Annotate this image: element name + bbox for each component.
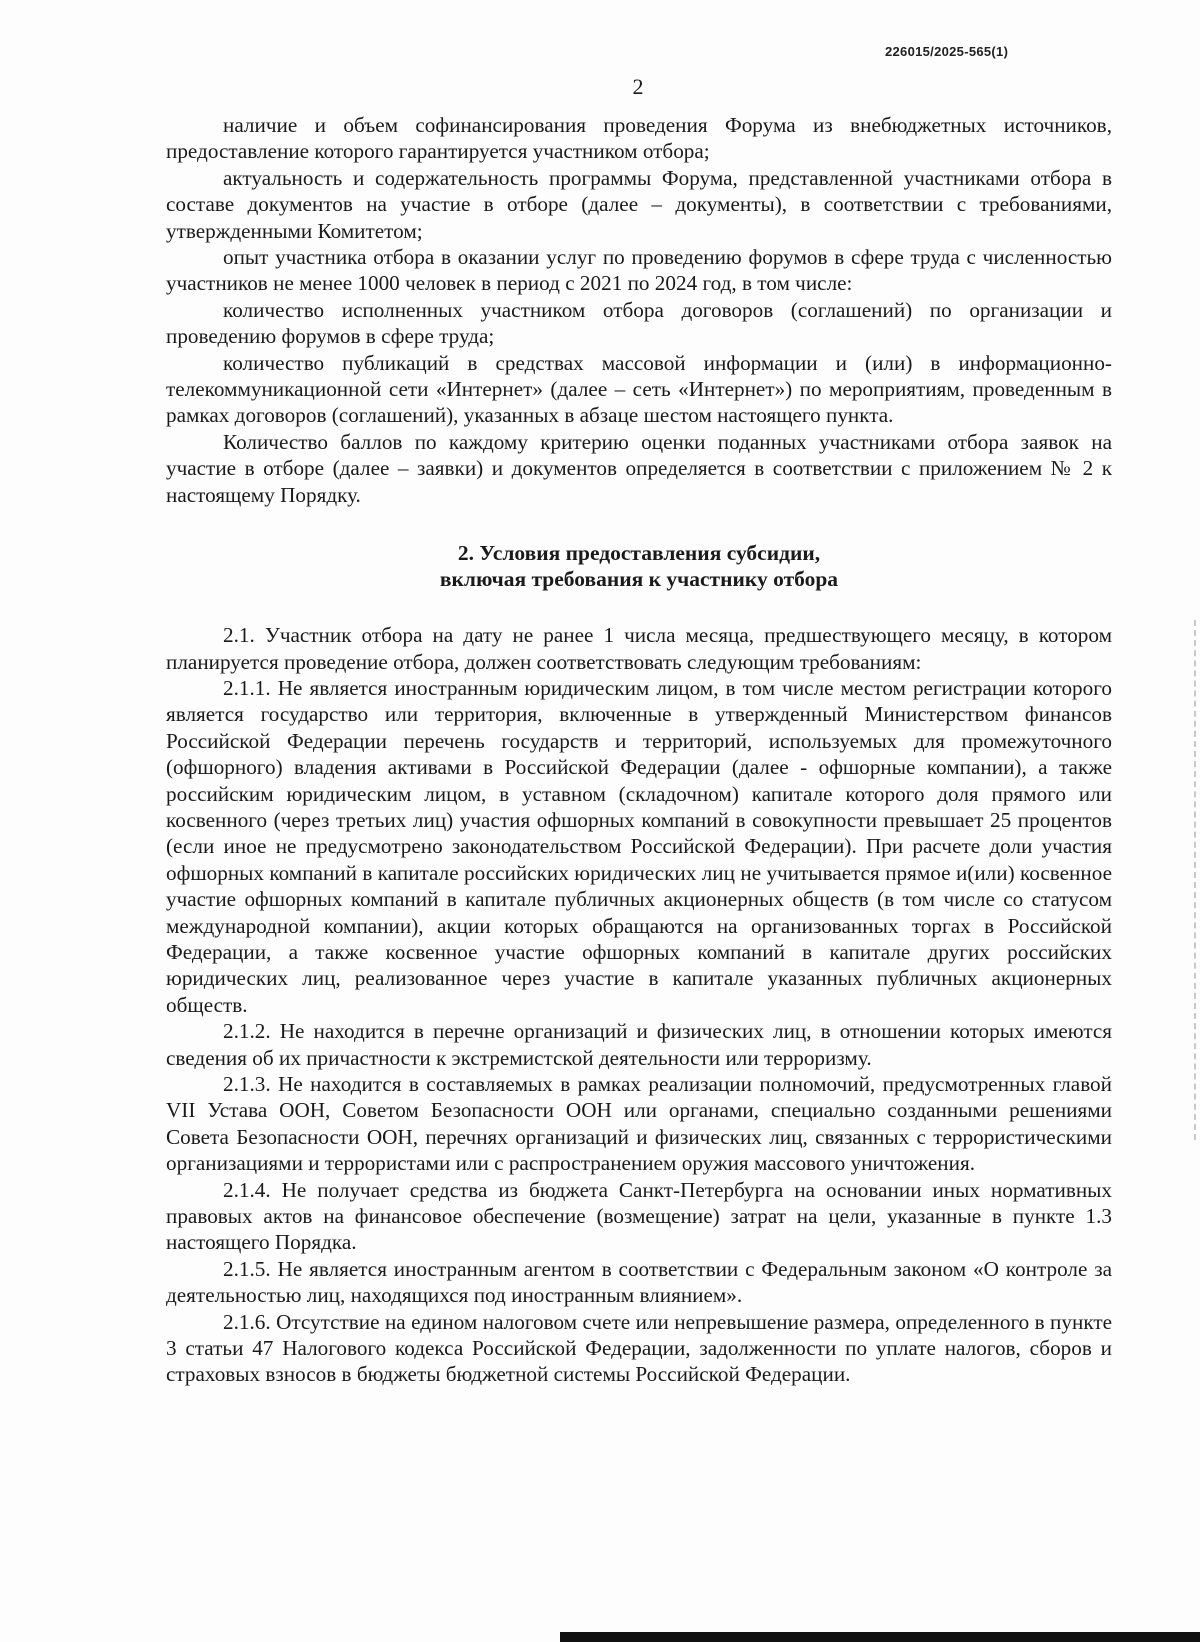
paragraph: актуальность и содержательность программы Форума, представленной участниками отбора в составе документов на участие в отборе (далее – документы), в соответствии с требованиями, утвержденными Комитетом; <box>166 165 1112 243</box>
page-number: 2 <box>632 74 644 99</box>
paragraph: 2.1.4. Не получает средства из бюджета Санкт-Петербурга на основании иных нормативных правовых актов на финансовое обеспечение (возмещение) затрат на цели, указанные в пункте 1.3 настоящего Порядка. <box>166 1177 1112 1255</box>
paragraph: количество исполненных участником отбора договоров (соглашений) по организации и проведению форумов в сфере труда; <box>166 297 1112 349</box>
paragraph: 2.1.1. Не является иностранным юридическим лицом, в том числе местом регистрации которого является государство или территория, включенные в утвержденный Министерством финансов Российской Федерации перечень государств и территорий, используемых для промежуточного (офшорного) владения активами в Российской Федерации (далее - офшорные компании), а также российским юридическим лицом, в уставном (складочном) капитале которого доля прямого или косвенного (через третьих лиц) участия офшорных компаний в совокупности превышает 25 процентов (если иное не предусмотрено законодательством Российской Федерации). При расчете доли участия офшорных компаний в капитале российских юридических лиц не учитывается прямое и(или) косвенное участие офшорных компаний в капитале публичных акционерных обществ (в том числе со статусом международной компании), акции которых обращаются на организованных торгах в Российской Федерации, а также косвенное участие офшорных компаний в капитале других российских юридических лиц, реализованное через участие в капитале указанных публичных акционерных обществ. <box>166 675 1112 1017</box>
section-heading <box>166 540 1112 592</box>
paragraph: Количество баллов по каждому критерию оценки поданных участниками отбора заявок на участие в отборе (далее – заявки) и документов определяется в соответствии с приложением № 2 к настоящему Порядку. <box>166 429 1112 507</box>
section-title-line-1: 2. Условия предоставления субсидии, <box>457 541 821 566</box>
paragraph: 2.1. Участник отбора на дату не ранее 1 числа месяца, предшествующего месяцу, в котором планируется проведение отбора, должен соответствовать следующим требованиям: <box>166 623 1112 674</box>
section-title-line-2: включая требования к участнику отбора <box>439 567 839 592</box>
paragraph: 2.1.3. Не находится в составляемых в рамках реализации полномочий, предусмотренных главой VII Устава ООН, Советом Безопасности ООН или органами, специально созданными решениями Совета Безопасности ООН, перечнях организаций и физических лиц, связанных с террористическими организациями и террористами или с распространением оружия массового уничтожения. <box>166 1072 1112 1176</box>
scan-edge-bar <box>560 1632 1200 1642</box>
paragraph: 2.1.2. Не находится в перечне организаций и физических лиц, в отношении которых имеются сведения об их причастности к экстремистской деятельности или терроризму. <box>166 1019 1112 1070</box>
document-body <box>166 112 1112 1388</box>
paragraph: количество публикаций в средствах массовой информации и (или) в информационно-телекоммуникационной сети «Интернет» (далее – сеть «Интернет») по мероприятиям, проведенным в рамках договоров (соглашений), указанных в абзаце шестом настоящего пункта. <box>166 350 1112 428</box>
scan-margin-marks <box>1192 620 1196 1140</box>
document-id: 226015/2025-565(1) <box>885 44 1009 59</box>
paragraph: 2.1.5. Не является иностранным агентом в соответствии с Федеральным законом «О контроле за деятельностью лиц, находящихся под иностранным влиянием». <box>166 1256 1112 1308</box>
paragraph: наличие и объем софинансирования проведения Форума из внебюджетных источников, предоставление которого гарантируется участником отбора; <box>166 113 1112 164</box>
paragraph: 2.1.6. Отсутствие на едином налоговом счете или непревышение размера, определенного в пункте 3 статьи 47 Налогового кодекса Российской Федерации, задолженности по уплате налогов, сборов и страховых взносов в бюджеты бюджетной системы Российской Федерации. <box>166 1309 1112 1387</box>
paragraph: опыт участника отбора в оказании услуг по проведению форумов в сфере труда с численностью участников не менее 1000 человек в период с 2021 по 2024 год, в том числе: <box>166 245 1112 296</box>
